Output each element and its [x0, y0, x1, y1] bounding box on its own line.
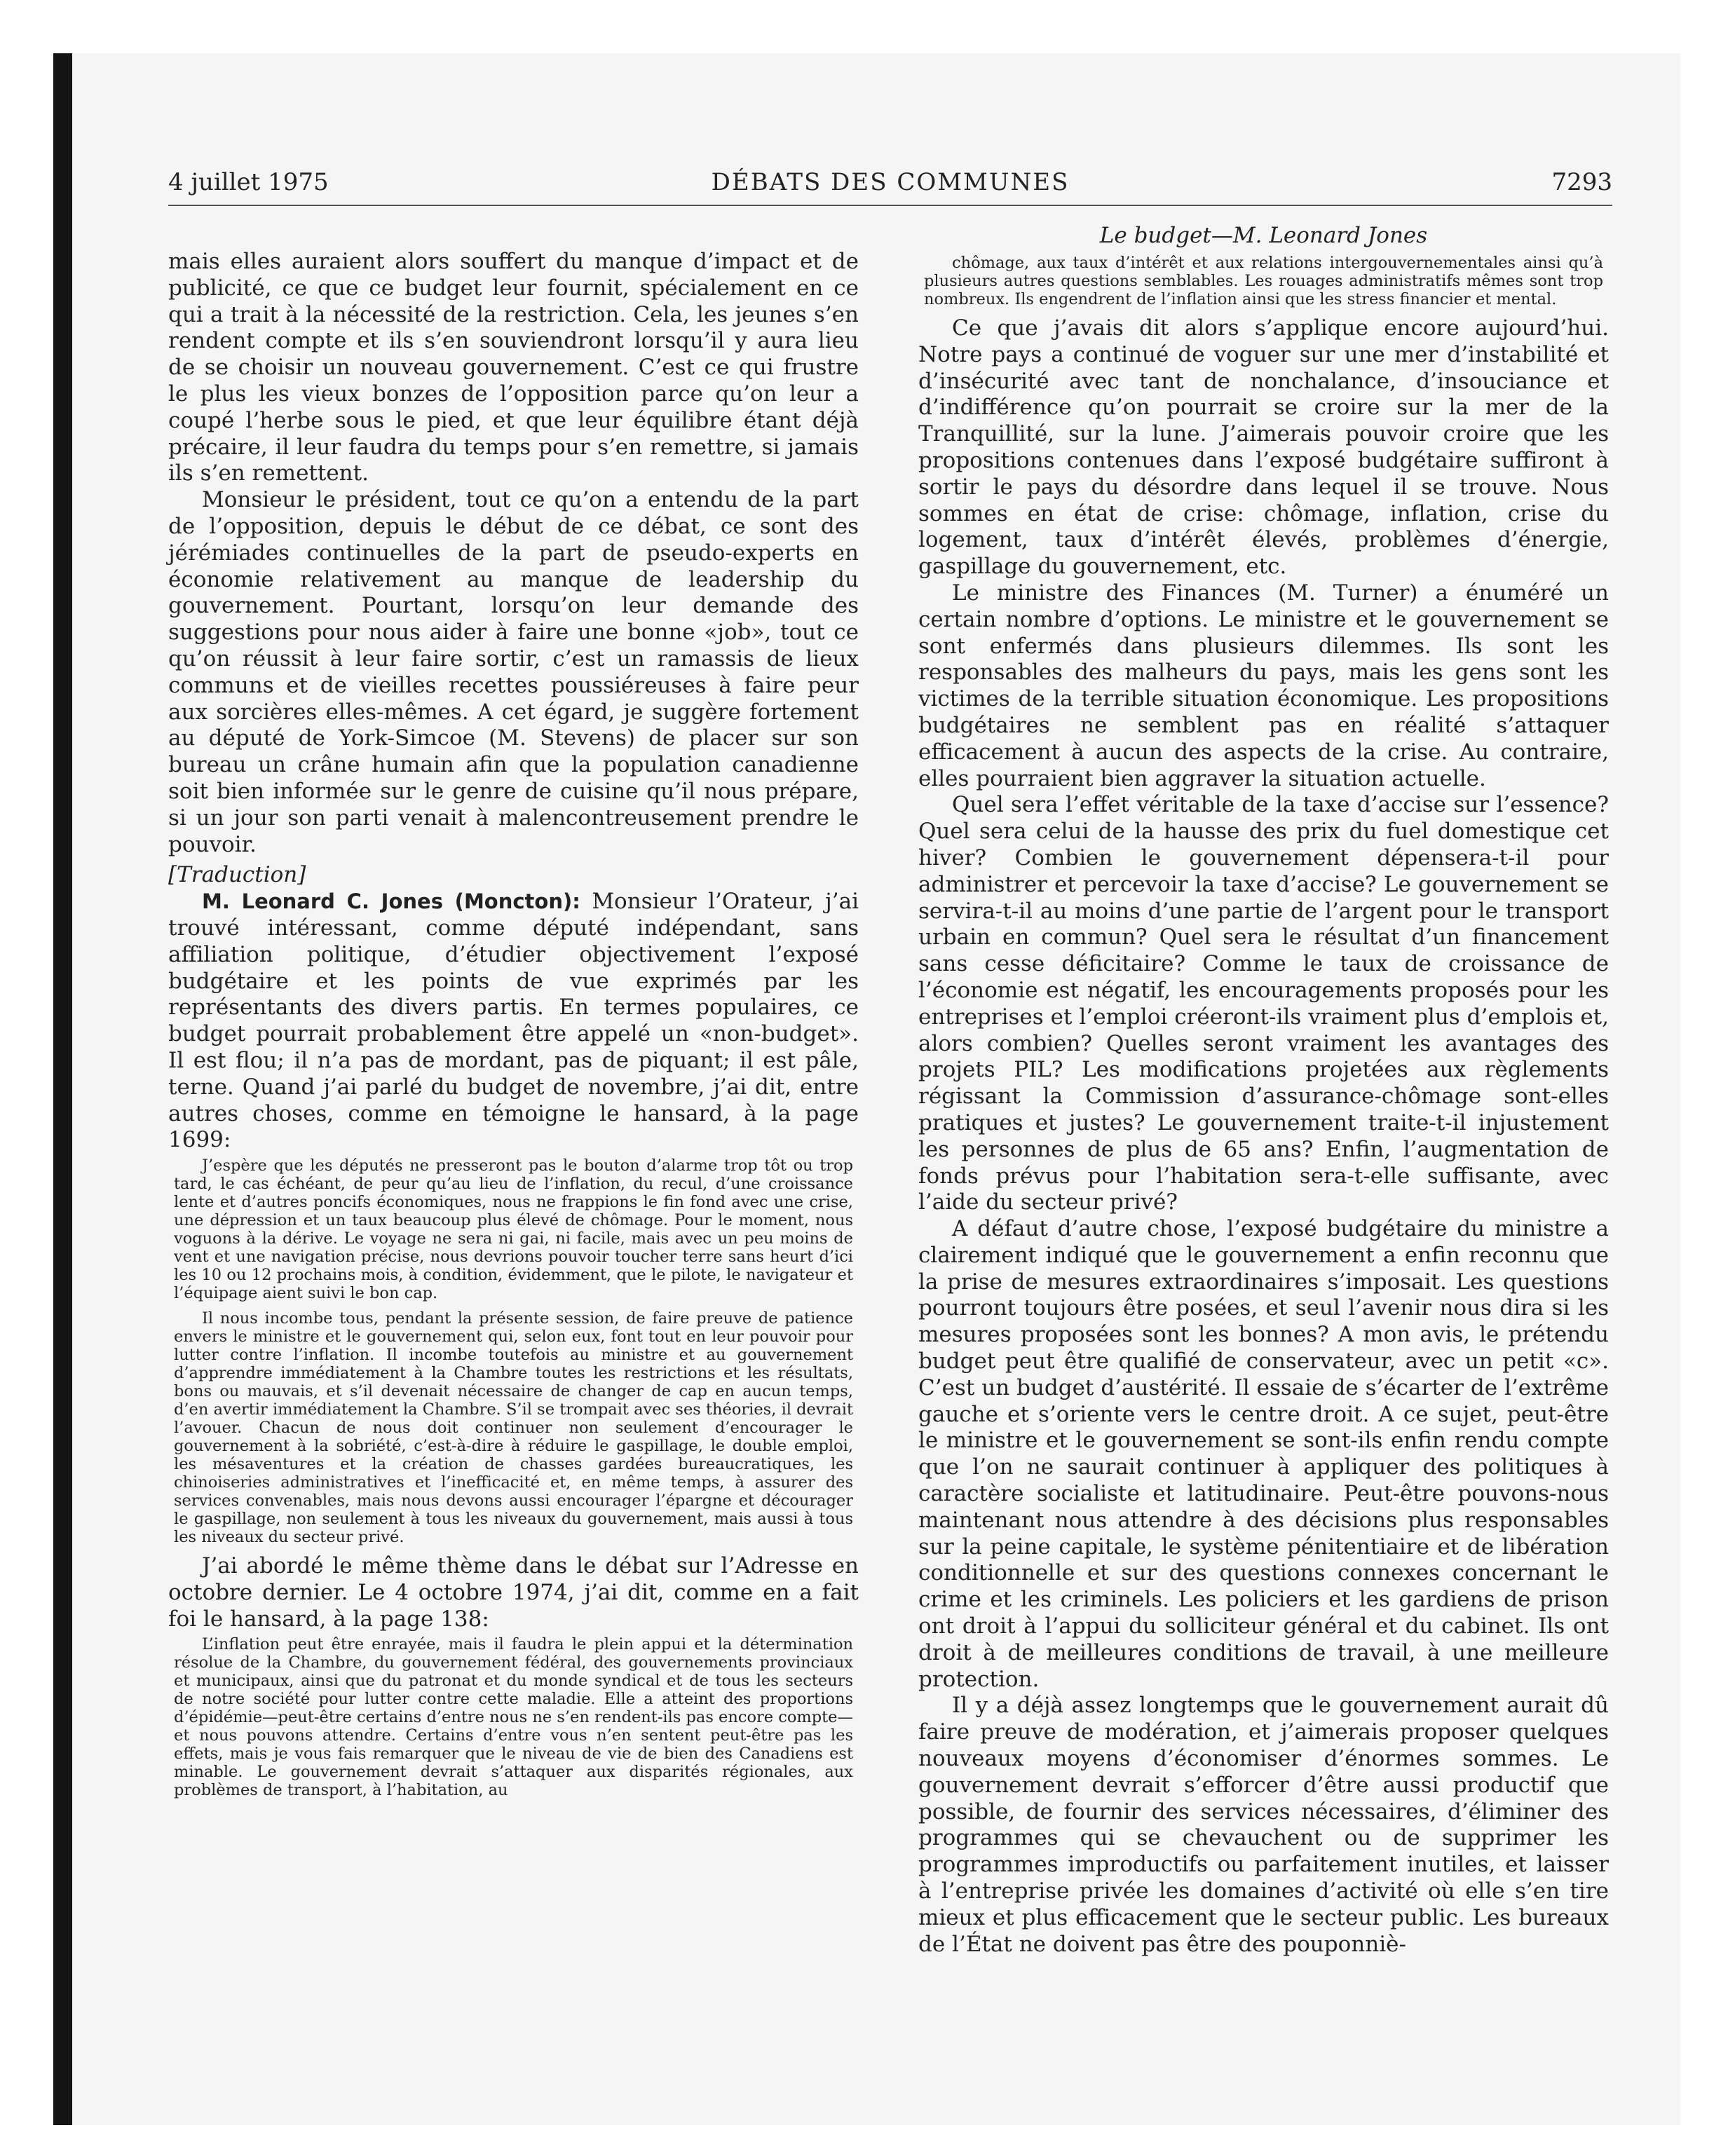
traduction-label: [Traduction] [168, 862, 306, 888]
left-quote-1: J’espère que les députés ne presseront pas le bouton d’alarme trop tôt ou trop tard, le cas échéant, de peur qu’au lieu de l’inflation, du recul, d’une croissance lente et d’autres poncifs économiques, nous ne frappions le fin fond avec une crise, une dépression et un taux beaucoup plus élevé de chômage. Pour le moment, nous voguons à la dérive. Le voyage ne sera ni gai, ni facile, mais avec un peu moins de vent et une navigation précise, nous devrions pouvoir toucher terre sans heurt d’ici les 10 ou 12 prochains mois, à condition, évidemment, que le pilote, le navigateur et l’équipage aient suivi le bon cap. [174, 1157, 853, 1303]
left-paragraph-3 [168, 889, 859, 1154]
right-column [918, 223, 1609, 1958]
left-paragraph-4: J’ai abordé le même thème dans le débat sur l’Adresse en octobre dernier. Le 4 octobre 1974, j’ai dit, comme en a fait foi le hansard, à la page 138: [168, 1553, 859, 1632]
speaker-name: M. Leonard C. Jones (Moncton): [202, 889, 580, 914]
left-quote-2: Il nous incombe tous, pendant la présente session, de faire preuve de patience envers le ministre et le gouvernement qui, selon eux, font tout en leur pouvoir pour lutter contre l’inflation. Il incombe toutefois au ministre et au gouvernement d’apprendre immédiatement à la Chambre toutes les restrictions et les résultats, bons ou mauvais, et s’il devenait nécessaire de changer de cap en aucun temps, d’en avertir immédiatement la Chambre. S’il se trompait avec ses théories, il devrait l’avouer. Chacun de nous doit continuer non seulement d’encourager le gouvernement à la sobriété, c’est-à-dire à réduire le gaspillage, le double emploi, les mésaventures et la création de chasses gardées bureaucratiques, les chinoiseries administratives et l’inefficacité et, en même temps, à assurer des services convenables, mais nous devons aussi encourager l’épargne et décourager le gaspillage, non seulement à tous les niveaux du gouvernement, mais aussi à tous les niveaux du secteur privé. [174, 1309, 853, 1547]
right-paragraph-5: Il y a déjà assez longtemps que le gouvernement aurait dû faire preuve de modération, et j’aimerais proposer quelques nouveaux moyens d’économiser d’énormes sommes. Le gouvernement devrait s’efforcer d’être aussi productif que possible, de fournir des services nécessaires, d’éliminer des programmes qui se chevauchent ou de supprimer les programmes improductifs ou parfaitement inutiles, et laisser à l’entreprise privée les domaines d’activité où elle s’en tire mieux et plus efficacement que le secteur public. Les bureaux de l’État ne doivent pas être des pouponniè- [918, 1693, 1609, 1957]
header-title: DÉBATS DES COMMUNES [711, 168, 1070, 196]
speaker-text: Monsieur l’Orateur, j’ai trouvé intéressant, comme député indépendant, sans affiliation politique, d’étudier objectivement l’exposé budgétaire et les points de vue exprimés par les représentants des divers partis. En termes populaires, ce budget pourrait probablement être appelé un «non-budget». Il est flou; il n’a pas de mordant, pas de piquant; il est pâle, terne. Quand j’ai parlé du budget de novembre, j’ai dit, entre autres choses, comme en témoigne le hansard, à la page 1699: [168, 889, 859, 1153]
header-date: 4 juillet 1975 [168, 168, 329, 196]
right-quote-continued: chômage, aux taux d’intérêt et aux relations intergouvernementales ainsi qu’à plusieurs autres questions semblables. Les rouages administratifs mêmes sont trop nombreux. Ils engendrent de l’inflation ainsi que les stress financier et mental. [924, 254, 1603, 308]
right-paragraph-3: Quel sera l’effet véritable de la taxe d’accise sur l’essence? Quel sera celui de la hausse des prix du fuel domestique cet hiver? Combien le gouvernement dépensera-t-il pour administrer et percevoir la taxe d’accise? Le gouvernement se servira-t-il au moins d’une partie de l’argent pour le transport urbain en commun? Quel sera le résultat d’un financement sans cesse déficitaire? Comme le taux de croissance de l’économie est négatif, les encouragements proposés pour les entreprises et l’emploi créeront-ils vraiment plus d’emplois et, alors combien? Quelles seront vraiment les avantages des projets PIL? Les modifications projetées aux règlements régissant la Commission d’assurance-chômage sont-elles pratiques et justes? Le gouvernement traite-t-il injustement les personnes de plus de 65 ans? Enfin, l’augmentation de fonds prévus pour l’habitation sera-t-elle suffisante, avec l’aide du secteur privé? [918, 792, 1609, 1215]
header-page-number: 7293 [1551, 168, 1612, 196]
left-paragraph-2: Monsieur le président, tout ce qu’on a entendu de la part de l’opposition, depuis le début de ce débat, ce sont des jérémiades continuelles de la part de pseudo-experts en économie relativement au manque de leadership du gouvernement. Pourtant, lorsqu’on leur demande des suggestions pour nous aider à faire une bonne «job», tout ce qu’on réussit à leur faire sortir, c’est un ramassis de lieux communs et de vieilles recettes poussiéreuses à faire peur aux sorcières elles-mêmes. A cet égard, je suggère fortement au député de York-Simcoe (M. Stevens) de placer sur son bureau un crâne humain afin que la population canadienne soit bien informée sur le genre de cuisine qu’il nous prépare, si un jour son parti venait à malencontreusement prendre le pouvoir. [168, 487, 859, 857]
right-paragraph-1: Ce que j’avais dit alors s’applique encore aujourd’hui. Notre pays a continué de voguer sur une mer d’instabilité et d’insécurité avec tant de nonchalance, d’insouciance et d’indifférence qu’on pourrait se croire sur la mer de la Tranquillité, sur la lune. J’aimerais pouvoir croire que les propositions contenues dans l’exposé budgétaire suffiront à sortir le pays du désordre dans lequel il se trouve. Nous sommes en état de crise: chômage, inflation, crise du logement, taux d’intérêt élevés, problèmes d’énergie, gaspillage du gouvernement, etc. [918, 315, 1609, 580]
header-rule [168, 205, 1612, 206]
left-paragraph-1: mais elles auraient alors souffert du manque d’impact et de publicité, ce que ce budget leur fournit, spécialement en ce qui a trait à la nécessité de la restriction. Cela, les jeunes s’en rendent compte et ils s’en souviendront lorsqu’il y aura lieu de se choisir un nouveau gouvernement. C’est ce qui frustre le plus les vieux bonzes de l’opposition parce qu’on leur a coupé l’herbe sous le pied, et que leur équilibre étant déjà précaire, il leur faudra du temps pour s’en remettre, si jamais ils s’en remettent. [168, 249, 859, 486]
running-head: Le budget—M. Leonard Jones [1099, 223, 1428, 248]
right-paragraph-2: Le ministre des Finances (M. Turner) a énuméré un certain nombre d’options. Le ministre et le gouvernement se sont enfermés dans plusieurs dilemmes. Ils sont les responsables des malheurs du pays, mais les gens sont les victimes de la terrible situation économique. Les propositions budgétaires ne semblent pas en réalité s’attaquer efficacement à aucun des aspects de la crise. Au contraire, elles pourraient bien aggraver la situation actuelle. [918, 580, 1609, 791]
left-column [168, 249, 859, 1806]
page-header [168, 168, 1612, 203]
scan-edge-bar [53, 53, 72, 2125]
right-paragraph-4: A défaut d’autre chose, l’exposé budgétaire du ministre a clairement indiqué que le gouvernement a enfin reconnu que la prise de mesures extraordinaires s’imposait. Les questions pourront toujours être posées, et seul l’avenir nous dira si les mesures proposées sont les bonnes? A mon avis, le prétendu budget peut être qualifié de conservateur, avec un petit «c». C’est un budget d’austérité. Il essaie de s’écarter de l’extrême gauche et s’oriente vers le centre droit. A ce sujet, peut-être le ministre et le gouvernement se sont-ils enfin rendu compte que l’on ne saurait continuer à appliquer des politiques à caractère socialiste et latitudinaire. Peut-être pouvons-nous maintenant nous attendre à des décisions plus responsables sur la peine capitale, le système pénitentiaire et de libération conditionnelle et sur des questions connexes concernant le crime et les criminels. Les policiers et les gardiens de prison ont droit à l’appui du solliciteur général et du cabinet. Ils ont droit à de meilleures conditions de travail, à une meilleure protection. [918, 1216, 1609, 1692]
left-quote-3: L’inflation peut être enrayée, mais il faudra le plein appui et la détermination résolue de la Chambre, du gouvernement fédéral, des gouvernements provinciaux et municipaux, ainsi que du patronat et du monde syndical et de tous les secteurs de notre société pour lutter contre cette maladie. Elle a atteint des proportions d’épidémie—peut-être certains d’entre nous ne s’en rendent-ils pas encore compte—et nous pouvons attendre. Certains d’entre vous n’en sentent peut-être pas les effets, mais je vous fais remarquer que le niveau de vie de bien des Canadiens est minable. Le gouvernement devrait s’attaquer aux disparités régionales, aux problèmes de transport, à l’habitation, au [174, 1635, 853, 1800]
